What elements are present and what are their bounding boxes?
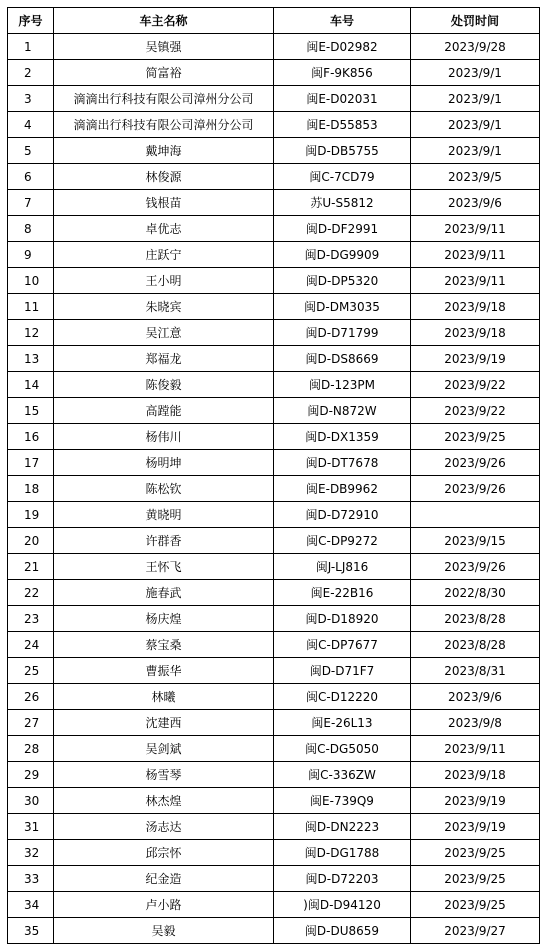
row-index-cell: 13 [8,346,54,372]
header-row [8,8,540,34]
row-index-cell: 10 [8,268,54,294]
owner-name-cell: 王怀飞 [54,554,274,580]
row-index-cell: 22 [8,580,54,606]
penalty-date-cell: 2023/9/25 [411,840,540,866]
plate-number-cell: 闽D-DS8669 [274,346,411,372]
table-row [8,346,540,372]
row-index-cell: 9 [8,242,54,268]
table-row [8,164,540,190]
row-index-cell: 17 [8,450,54,476]
plate-number-cell: 闽D-DG9909 [274,242,411,268]
table-row [8,528,540,554]
penalty-date-cell: 2023/9/27 [411,918,540,944]
penalty-date-cell: 2023/9/11 [411,268,540,294]
owner-name-cell: 吴毅 [54,918,274,944]
owner-name-cell: 吴镇强 [54,34,274,60]
plate-number-cell: 闽D-DF2991 [274,216,411,242]
row-index-cell: 5 [8,138,54,164]
plate-number-cell: 闽J-LJ816 [274,554,411,580]
penalty-date-cell: 2023/9/11 [411,216,540,242]
table-row [8,450,540,476]
row-index-cell: 35 [8,918,54,944]
penalty-date-cell: 2023/9/26 [411,554,540,580]
row-index-cell: 27 [8,710,54,736]
plate-number-cell: 闽D-DM3035 [274,294,411,320]
penalty-date-cell: 2023/9/6 [411,190,540,216]
plate-number-cell: 闽D-DP5320 [274,268,411,294]
owner-name-cell: 杨雪琴 [54,762,274,788]
penalty-date-cell: 2023/9/15 [411,528,540,554]
plate-number-cell: 闽C-DP9272 [274,528,411,554]
penalty-date-cell: 2023/9/25 [411,424,540,450]
table-row [8,918,540,944]
table-row [8,866,540,892]
row-index-cell: 18 [8,476,54,502]
row-index-cell: 4 [8,112,54,138]
penalty-date-cell: 2023/9/1 [411,138,540,164]
owner-name-cell: 纪金造 [54,866,274,892]
table-row [8,138,540,164]
plate-number-cell: 闽D-DT7678 [274,450,411,476]
plate-number-cell: 闽D-DU8659 [274,918,411,944]
plate-number-cell: 闽D-N872W [274,398,411,424]
plate-number-cell: 闽E-D55853 [274,112,411,138]
plate-number-cell: 闽D-D18920 [274,606,411,632]
plate-number-cell: 苏U-S5812 [274,190,411,216]
row-index-cell: 25 [8,658,54,684]
penalty-date-cell: 2023/9/25 [411,892,540,918]
table-row [8,736,540,762]
table-row [8,216,540,242]
table-row [8,814,540,840]
plate-number-cell: 闽D-DN2223 [274,814,411,840]
plate-number-cell: 闽C-DG5050 [274,736,411,762]
plate-number-cell: 闽D-D71F7 [274,658,411,684]
table-row [8,762,540,788]
row-index-cell: 32 [8,840,54,866]
row-index-cell: 20 [8,528,54,554]
penalty-date-cell: 2023/9/1 [411,112,540,138]
penalty-date-cell: 2023/9/18 [411,762,540,788]
plate-number-cell: 闽E-22B16 [274,580,411,606]
penalty-date-cell: 2023/9/1 [411,60,540,86]
row-index-cell: 11 [8,294,54,320]
owner-name-cell: 林俊源 [54,164,274,190]
row-index-cell: 1 [8,34,54,60]
penalty-date-cell: 2023/9/18 [411,320,540,346]
table-row [8,34,540,60]
owner-name-cell: 简富裕 [54,60,274,86]
plate-number-cell: 闽E-26L13 [274,710,411,736]
table-row [8,294,540,320]
owner-name-cell: 许群香 [54,528,274,554]
table-row [8,424,540,450]
penalty-date-cell: 2023/9/8 [411,710,540,736]
plate-number-cell: 闽E-739Q9 [274,788,411,814]
row-index-cell: 33 [8,866,54,892]
owner-name-cell: 林曦 [54,684,274,710]
plate-number-cell: 闽D-D71799 [274,320,411,346]
table-row [8,86,540,112]
row-index-cell: 6 [8,164,54,190]
table-row [8,502,540,528]
owner-name-cell: 邱宗怀 [54,840,274,866]
table-body [8,34,540,944]
plate-number-cell: 闽D-D72910 [274,502,411,528]
header-index: 序号 [8,8,54,34]
table-row [8,840,540,866]
table-row [8,554,540,580]
penalty-date-cell: 2023/9/28 [411,34,540,60]
row-index-cell: 14 [8,372,54,398]
penalty-date-cell: 2023/9/19 [411,788,540,814]
table-row [8,242,540,268]
row-index-cell: 19 [8,502,54,528]
owner-name-cell: 朱晓宾 [54,294,274,320]
penalty-date-cell: 2023/9/6 [411,684,540,710]
owner-name-cell: 林杰煌 [54,788,274,814]
row-index-cell: 23 [8,606,54,632]
penalty-date-cell: 2023/9/1 [411,86,540,112]
owner-name-cell: 钱根苗 [54,190,274,216]
penalty-date-cell: 2022/8/30 [411,580,540,606]
owner-name-cell: 郑福龙 [54,346,274,372]
owner-name-cell: 吴江意 [54,320,274,346]
plate-number-cell: 闽D-123PM [274,372,411,398]
table-row [8,892,540,918]
table-row [8,60,540,86]
plate-number-cell: 闽C-336ZW [274,762,411,788]
owner-name-cell: 杨庆煌 [54,606,274,632]
penalty-date-cell: 2023/8/31 [411,658,540,684]
owner-name-cell: 沈建西 [54,710,274,736]
owner-name-cell: 陈松钦 [54,476,274,502]
row-index-cell: 3 [8,86,54,112]
owner-name-cell: 曹振华 [54,658,274,684]
owner-name-cell: 施春武 [54,580,274,606]
plate-number-cell: 闽C-7CD79 [274,164,411,190]
penalty-date-cell: 2023/9/19 [411,346,540,372]
plate-number-cell: )闽D-D94120 [274,892,411,918]
row-index-cell: 26 [8,684,54,710]
plate-number-cell: 闽D-DB5755 [274,138,411,164]
plate-number-cell: 闽F-9K856 [274,60,411,86]
table-row [8,112,540,138]
plate-number-cell: 闽E-D02031 [274,86,411,112]
row-index-cell: 16 [8,424,54,450]
penalty-date-cell: 2023/9/22 [411,372,540,398]
owner-name-cell: 庄跃宁 [54,242,274,268]
row-index-cell: 28 [8,736,54,762]
owner-name-cell: 杨伟川 [54,424,274,450]
table-row [8,658,540,684]
owner-name-cell: 汤志达 [54,814,274,840]
row-index-cell: 30 [8,788,54,814]
owner-name-cell: 滴滴出行科技有限公司漳州分公司 [54,86,274,112]
owner-name-cell: 陈俊毅 [54,372,274,398]
plate-number-cell: 闽E-D02982 [274,34,411,60]
table-row [8,320,540,346]
penalty-date-cell: 2023/9/11 [411,242,540,268]
row-index-cell: 31 [8,814,54,840]
owner-name-cell: 卓优志 [54,216,274,242]
penalty-date-cell: 2023/9/18 [411,294,540,320]
penalty-date-cell: 2023/9/5 [411,164,540,190]
table-row [8,476,540,502]
table-row [8,268,540,294]
table-row [8,606,540,632]
penalty-date-cell: 2023/9/25 [411,866,540,892]
owner-name-cell: 黄晓明 [54,502,274,528]
owner-name-cell: 高蹚能 [54,398,274,424]
owner-name-cell: 戴坤海 [54,138,274,164]
penalty-date-cell: 2023/9/26 [411,450,540,476]
row-index-cell: 15 [8,398,54,424]
row-index-cell: 8 [8,216,54,242]
penalty-date-cell: 2023/8/28 [411,606,540,632]
row-index-cell: 24 [8,632,54,658]
table-row [8,190,540,216]
owner-name-cell: 吴剑斌 [54,736,274,762]
penalty-date-cell: 2023/9/22 [411,398,540,424]
penalty-date-cell [411,502,540,528]
header-plate-number: 车号 [274,8,411,34]
owner-name-cell: 滴滴出行科技有限公司漳州分公司 [54,112,274,138]
row-index-cell: 2 [8,60,54,86]
penalty-date-cell: 2023/9/19 [411,814,540,840]
table-row [8,580,540,606]
plate-number-cell: 闽D-DX1359 [274,424,411,450]
owner-name-cell: 蔡宝桑 [54,632,274,658]
row-index-cell: 29 [8,762,54,788]
plate-number-cell: 闽C-D12220 [274,684,411,710]
penalty-date-cell: 2023/9/11 [411,736,540,762]
row-index-cell: 7 [8,190,54,216]
plate-number-cell: 闽C-DP7677 [274,632,411,658]
table-row [8,684,540,710]
owner-name-cell: 王小明 [54,268,274,294]
table-row [8,372,540,398]
penalty-date-cell: 2023/8/28 [411,632,540,658]
plate-number-cell: 闽E-DB9962 [274,476,411,502]
table-row [8,398,540,424]
plate-number-cell: 闽D-D72203 [274,866,411,892]
row-index-cell: 12 [8,320,54,346]
penalty-date-cell: 2023/9/26 [411,476,540,502]
header-penalty-date: 处罚时间 [411,8,540,34]
owner-name-cell: 杨明坤 [54,450,274,476]
table-row [8,710,540,736]
table-row [8,788,540,814]
penalty-table [7,7,540,944]
owner-name-cell: 卢小路 [54,892,274,918]
row-index-cell: 34 [8,892,54,918]
header-owner-name: 车主名称 [54,8,274,34]
row-index-cell: 21 [8,554,54,580]
table-row [8,632,540,658]
plate-number-cell: 闽D-DG1788 [274,840,411,866]
